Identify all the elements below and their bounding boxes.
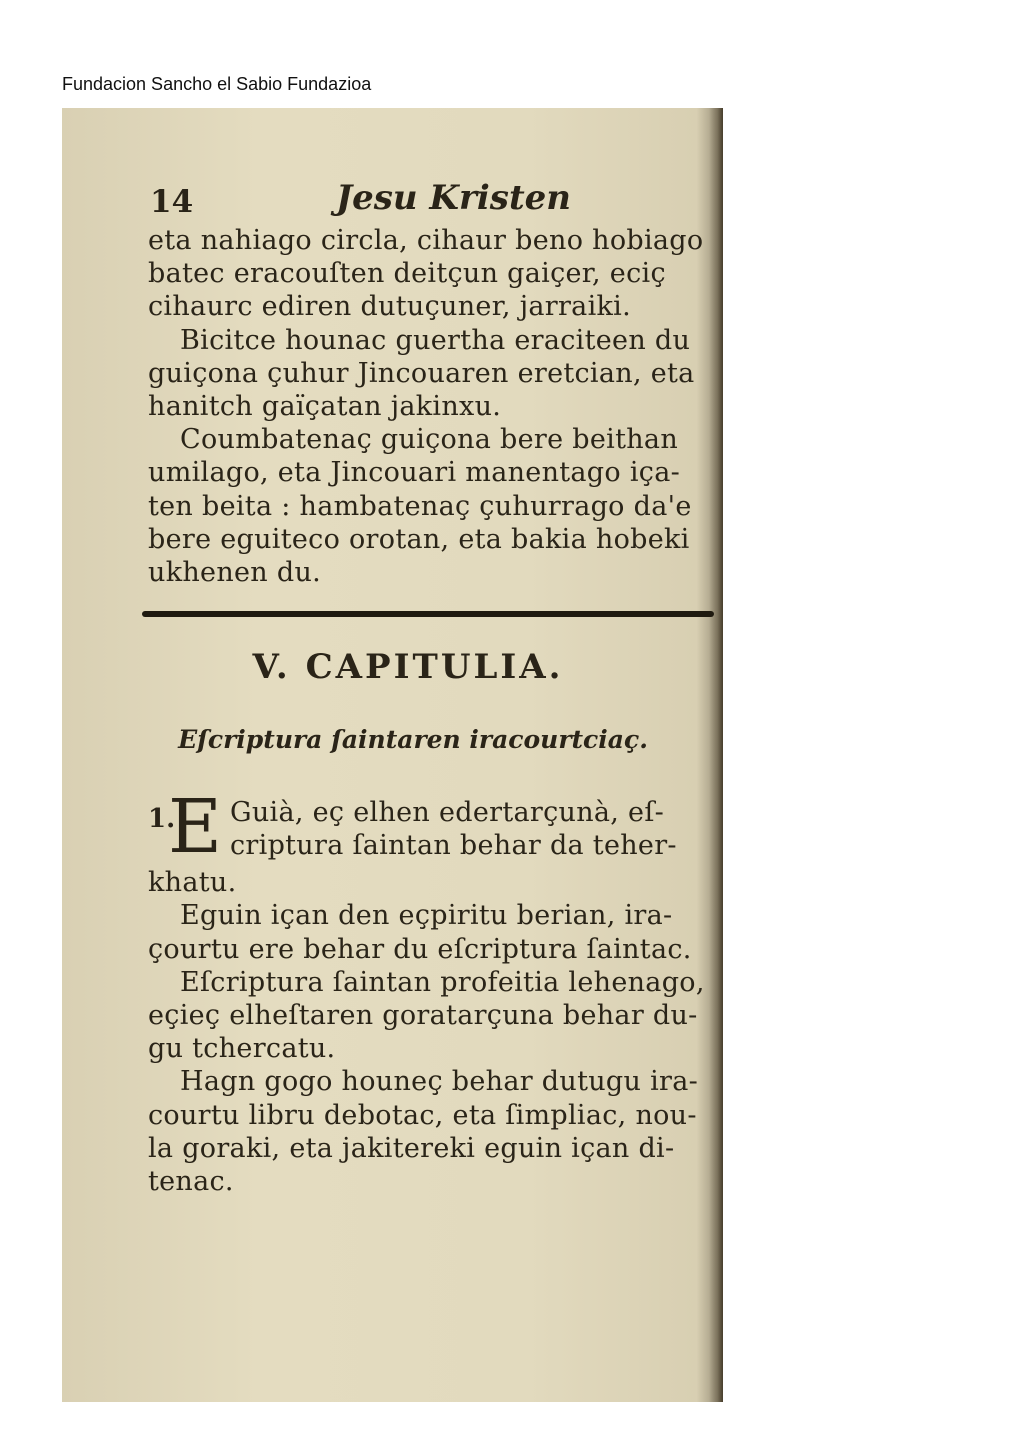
page-header: [148, 178, 718, 224]
page-text-block: [148, 178, 718, 1198]
verse-1: [148, 784, 718, 899]
text-line: ten beita : hambatenaç çuhurrago da'e: [148, 490, 692, 522]
text-line: Hagn gogo houneç behar dutugu ira-: [180, 1066, 699, 1098]
text-line: hanitch gaïçatan jakinxu.: [148, 391, 502, 423]
text-line: eçieç elheſtaren goratarçuna behar du-: [148, 1000, 698, 1032]
text-line: Eguin içan den eçpiritu berian, ira-: [180, 900, 673, 932]
text-line: bere eguiteco orotan, eta bakia hobeki: [148, 523, 690, 555]
running-head: Jesu Kristen: [336, 178, 571, 218]
drop-cap-lines: [230, 796, 677, 862]
paragraph-3: [148, 423, 718, 589]
paragraph-5: [148, 899, 718, 965]
text-line: tenac.: [148, 1166, 234, 1198]
text-line: Bicitce hounac guertha eraciteen du: [180, 324, 691, 356]
text-line: batec eracouſten deitçun gaiçer, eciç: [148, 258, 666, 290]
drop-cap-letter: E: [168, 784, 223, 871]
paragraph-7: [148, 1065, 718, 1198]
paragraph-1: [148, 224, 718, 324]
text-line: guiçona çuhur Jincouaren eretcian, eta: [148, 357, 695, 389]
paragraph-6: [148, 966, 718, 1066]
text-line: la goraki, eta jakitereki eguin içan di-: [148, 1132, 675, 1164]
verse-number: 1.: [148, 804, 176, 835]
scanned-book-page: [62, 108, 723, 1402]
watermark-text: Fundacion Sancho el Sabio Fundazioa: [62, 74, 372, 94]
text-line: cihaurc ediren dutuçuner, jarraiki.: [148, 291, 631, 323]
chapter-divider-rule: [142, 611, 714, 617]
text-line: Guià, eç elhen edertarçunà, eſ-: [230, 797, 665, 829]
text-line: gu tchercatu.: [148, 1033, 336, 1065]
chapter-subtitle: Eſcriptura ſaintaren iracourtciaç.: [178, 725, 648, 755]
text-line: courtu libru debotac, eta ſimpliac, nou-: [148, 1099, 697, 1131]
text-line: criptura ſaintan behar da teher-: [230, 830, 677, 862]
text-line: ukhenen du.: [148, 557, 322, 589]
text-line: umilago, eta Jincouari manentago iça-: [148, 457, 681, 489]
verse-opening: [148, 784, 718, 871]
text-line: eta nahiago circla, cihaur beno hobiago: [148, 225, 704, 256]
paragraph-2: [148, 324, 718, 424]
text-line: Eſcriptura ſaintan profeitia lehenago,: [180, 966, 705, 998]
text-line: Coumbatenaç guiçona bere beithan: [180, 424, 679, 456]
chapter-title: V. CAPITULIA.: [252, 647, 564, 688]
text-line: çourtu ere behar du eſcriptura ſaintac.: [148, 933, 692, 965]
text-line: khatu.: [148, 867, 237, 899]
page-number: 14: [150, 184, 194, 220]
